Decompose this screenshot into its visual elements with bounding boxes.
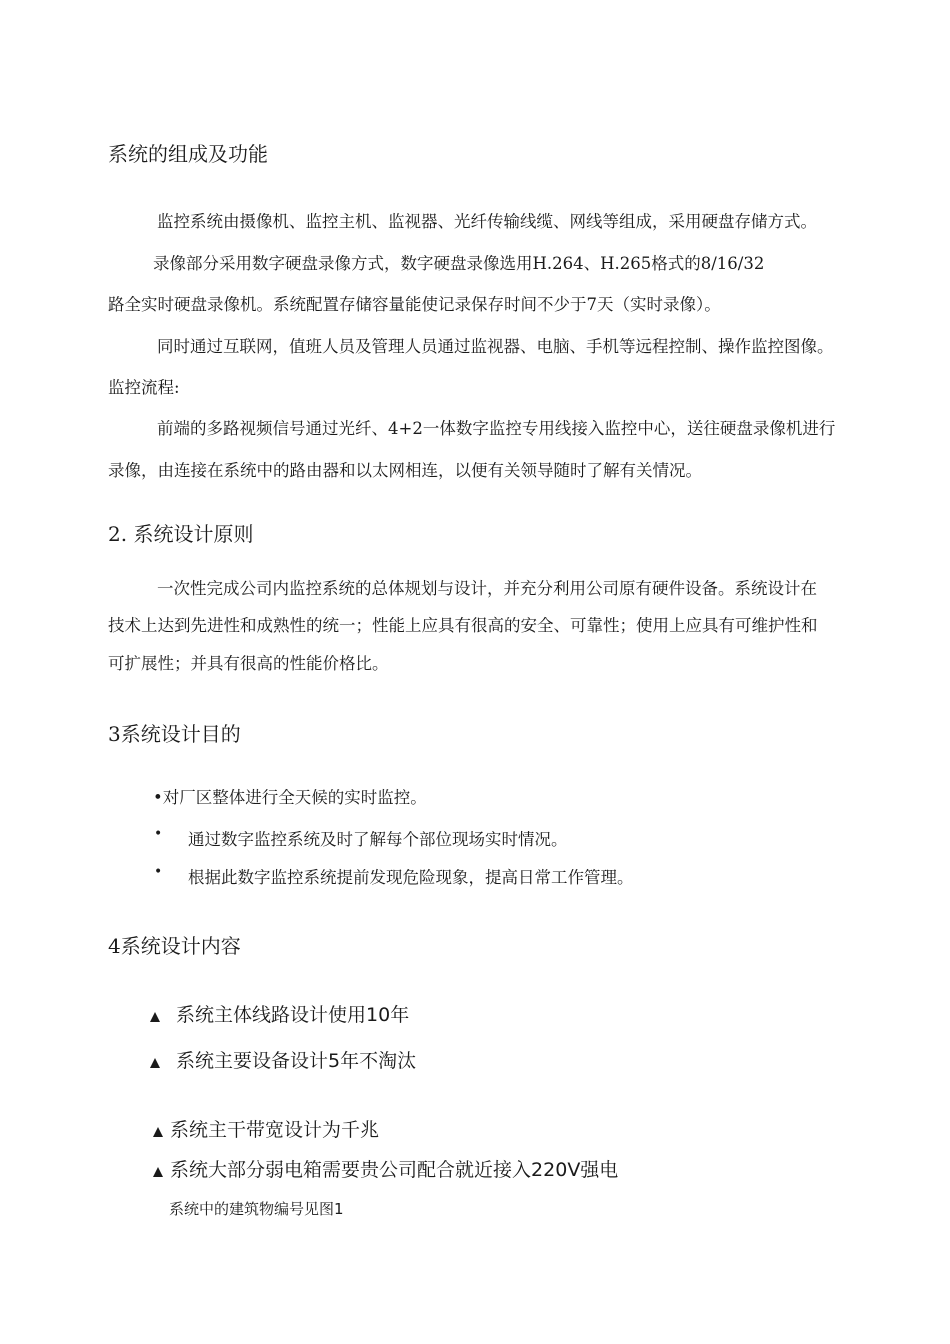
triangle-bullet-icon	[150, 1058, 160, 1068]
section-heading-contents: 4系统设计内容	[108, 934, 241, 958]
triangle-bullet-icon	[150, 1012, 160, 1022]
paragraph-principles-line2: 技术上达到先进性和成熟性的统一；性能上应具有很高的安全、可靠性；使用上应具有可维护性和	[108, 616, 818, 635]
triangle-bullet-icon	[153, 1127, 163, 1137]
goal-item-2: 通过数字监控系统及时了解每个部位现场实时情况。	[188, 830, 568, 849]
triangle-bullet-icon	[153, 1167, 163, 1177]
bullet-icon: •	[154, 826, 163, 842]
figure-caption-note: 系统中的建筑物编号见图1	[169, 1200, 344, 1218]
section-heading-goals: 3系统设计目的	[108, 722, 241, 746]
paragraph-recording-line1: 录像部分采用数字硬盘录像方式，数字硬盘录像选用H.264、H.265格式的8/16/32	[153, 254, 765, 273]
paragraph-flow-line2: 录像，由连接在系统中的路由器和以太网相连，以便有关领导随时了解有关情况。	[108, 461, 702, 480]
content-item-1	[150, 1000, 409, 1027]
content-item-1-text: 系统主体线路设计使用10年	[176, 1004, 410, 1026]
content-item-3	[153, 1115, 379, 1142]
paragraph-principles-line1: 一次性完成公司内监控系统的总体规划与设计，并充分利用公司原有硬件设备。系统设计在	[157, 579, 817, 598]
bullet-icon: •	[154, 864, 163, 880]
content-item-2	[150, 1046, 416, 1073]
content-item-2-text: 系统主要设备设计5年不淘汰	[176, 1050, 417, 1072]
section-heading-principles: 2. 系统设计原则	[108, 522, 254, 546]
content-item-4-text: 系统大部分弱电箱需要贵公司配合就近接入220V强电	[170, 1159, 619, 1181]
paragraph-principles-line3: 可扩展性；并具有很高的性能价格比。	[108, 654, 389, 673]
paragraph-system-components: 监控系统由摄像机、监控主机、监视器、光纤传输线缆、网线等组成，采用硬盘存储方式。	[157, 212, 817, 231]
section-heading-composition: 系统的组成及功能	[108, 142, 268, 166]
monitoring-flow-label: 监控流程:	[108, 378, 180, 397]
paragraph-recording-line2: 路全实时硬盘录像机。系统配置存储容量能使记录保存时间不少于7天（实时录像）。	[108, 295, 721, 314]
paragraph-remote-control: 同时通过互联网，值班人员及管理人员通过监视器、电脑、手机等远程控制、操作监控图像。	[157, 337, 834, 356]
goal-item-3: 根据此数字监控系统提前发现危险现象，提高日常工作管理。	[188, 868, 634, 887]
content-item-4	[153, 1155, 618, 1182]
goal-item-1: •对厂区整体进行全天候的实时监控。	[153, 788, 427, 807]
content-item-3-text: 系统主干带宽设计为千兆	[170, 1119, 380, 1141]
paragraph-flow-line1: 前端的多路视频信号通过光纤、4+2一体数字监控专用线接入监控中心，送往硬盘录像机进行	[157, 419, 836, 438]
